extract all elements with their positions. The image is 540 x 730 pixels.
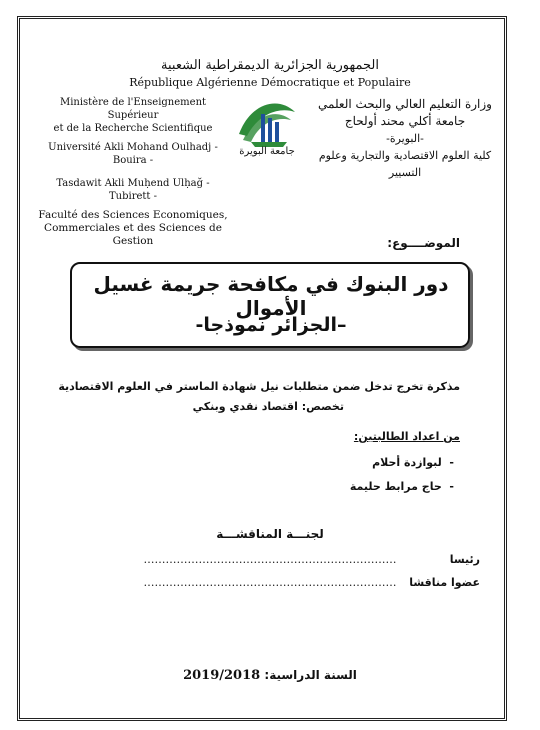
ministry-french-1: Ministère de l'Enseignement Supérieur — [59, 97, 207, 121]
bullet-dash: - — [441, 456, 454, 469]
student-item — [350, 480, 454, 493]
logo-caption: جامعة البويرة — [239, 146, 295, 157]
student-name: لبوازدة أحلام — [372, 456, 442, 469]
academic-year — [0, 668, 540, 683]
jury-role: رئيسا — [449, 553, 480, 566]
city-arabic: -البويرة- — [386, 132, 424, 145]
jury-row — [60, 553, 480, 566]
year-value: 2019/2018 — [183, 668, 261, 683]
ministry-french-2: et de la Recherche Scientifique — [53, 123, 213, 134]
bullet-dash: - — [441, 480, 454, 493]
thesis-title-line2: –الجزائر نموذجا- — [195, 314, 347, 336]
jury-title: لجنـــة المناقشـــة — [216, 527, 324, 541]
university-logo — [231, 94, 303, 164]
thesis-title-line1: دور البنوك في مكافحة جريمة غسيل الأموال — [93, 272, 449, 320]
faculty-french-1: Faculté des Sciences Economiques, — [38, 209, 228, 221]
students-label: من اعداد الطالبتين: — [353, 430, 460, 443]
university-arabic: جامعة أكلي محند أولحاج — [344, 114, 466, 128]
student-item — [372, 456, 454, 469]
left-header-block — [38, 96, 228, 248]
republic-french: République Algérienne Démocratique et Populaire — [129, 76, 411, 89]
faculty-arabic: كلية العلوم الاقتصادية والتجارية وعلوم التسيير — [318, 149, 492, 179]
jury-row — [60, 576, 480, 589]
ministry-arabic: وزارة التعليم العالي والبحث العلمي — [318, 97, 492, 111]
jury-role: عضوا مناقشا — [409, 576, 480, 589]
republic-arabic: الجمهورية الجزائرية الديمقراطية الشعبية — [161, 58, 379, 73]
student-name: حاج مرابط حليمة — [349, 480, 442, 493]
faculty-french-2: Commerciales et des Sciences de Gestion — [44, 222, 222, 247]
university-french-1: Université Akli Mohand Oulhadj - Bouira - — [48, 142, 218, 166]
right-header-block — [310, 96, 500, 181]
memo-description: مذكرة تخرج تدخل ضمن متطلبات نيل شهادة الماستر في العلوم الاقتصادية — [58, 380, 460, 393]
year-label: السنة الدراسية: — [264, 668, 357, 682]
jury-dots: …………………………………………………………… — [143, 576, 397, 589]
subject-label: الموضــــوع: — [387, 236, 460, 250]
specialty: تخصص: اقتصاد نقدي وبنكي — [192, 400, 344, 413]
university-french-2: Tasdawit Akli Muḥend Ulḥağ - Tubirett - — [56, 178, 210, 202]
jury-dots: …………………………………………………………… — [143, 553, 397, 566]
